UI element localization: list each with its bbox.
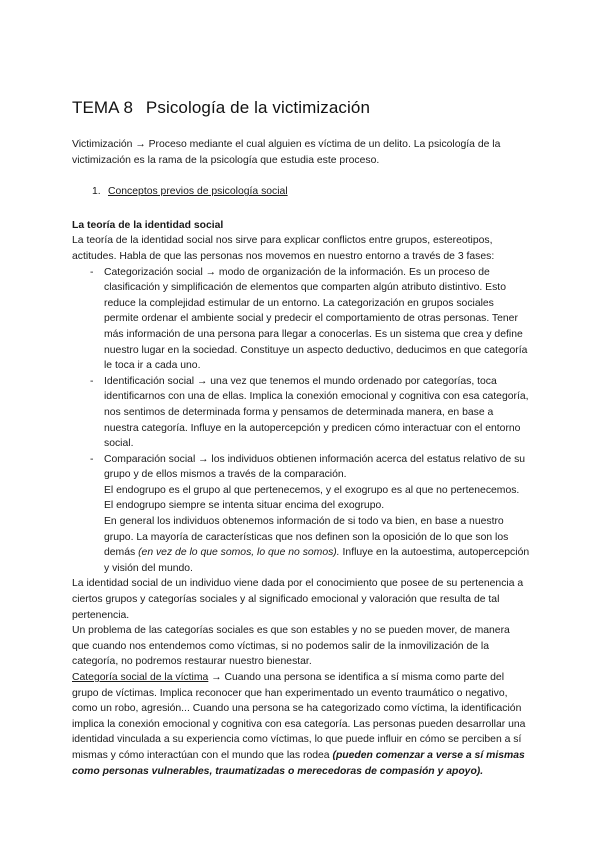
list-item-extra: En general los individuos obtenemos información de si todo va bien, en base a nuestro grupo. La mayoría de características que nos definen son la oposición de lo que son los demás (en vez de lo que somos, lo que no somos). Influye en la autoestima, autopercepción y visión del mundo. — [104, 516, 530, 574]
section-title: Conceptos previos de psicología social — [108, 186, 288, 198]
list-item-text: Categorización social → modo de organización de la información. Es un proceso de clasificación y simplificación de elementos que comparten algún atributo distintivo. Esto reduce la complejidad estimular de un entorno. La categorización en grupos sociales permite ordenar el ambiente social y predecir el comportamiento de otras personas. Tener más información de una persona para llegar a conocerlas. Es un sistema que crea y define nuestro lugar en la sociedad. Constituye un aspecto deductivo, deducimos en que categoría le toca ir a cada uno. — [104, 266, 528, 372]
page-title — [72, 98, 370, 118]
section-number: 1. — [92, 186, 101, 198]
list-item-text: Comparación social → los individuos obtienen información acerca del estatus relativo de su grupo y de ellos mismos a través de la comparación. — [104, 453, 526, 481]
list-item — [90, 374, 530, 452]
topic-number: TEMA 8 — [72, 98, 134, 117]
bold-italic-note: (pueden comenzar a verse a sí mismas como personas vulnerables, traumatizadas o merecedoras de compasión y apoyo). — [72, 749, 525, 777]
intro-paragraph: Victimización → Proceso mediante el cual alguien es víctima de un delito. La psicología de la victimización es la rama de la psicología que estudia este proceso. — [72, 139, 501, 166]
paragraph-victim-category: Categoría social de la víctima → Cuando una persona se identifica a sí misma como parte del grupo de víctimas. Implica reconocer que han experimentado un evento traumático o negativo, como un robo, agresión... Cuando una persona se ha categorizado como víctima, la identificación implica la conexión emocional y cognitiva con esa categoría. Las personas pueden desarrollar una identidad vinculada a su experiencia como víctimas, lo que puede influir en cómo se perciben a sí mismas y cómo interactúan con el mundo que las rodea (pueden comenzar a verse a sí mismas como personas vulnerables, traumatizadas o merecedoras de compasión y apoyo). — [72, 672, 526, 777]
italic-note: (en vez de lo que somos, lo que no somos). — [138, 547, 340, 559]
list-item — [90, 265, 530, 374]
dash-bullet: - — [90, 266, 94, 278]
document-body — [72, 137, 530, 779]
phases-list — [72, 265, 530, 577]
victim-category-label: Categoría social de la víctima — [72, 672, 209, 683]
identity-heading: La teoría de la identidad social — [72, 219, 224, 231]
section-heading — [72, 184, 530, 200]
topic-title: Psicología de la victimización — [145, 98, 371, 117]
list-item — [90, 452, 530, 577]
paragraph-identity: La identidad social de un individuo viene dada por el conocimiento que posee de su pertenencia a ciertos grupos y categorías sociales y al significado emocional y valoración que resulta de tal pertenencia. — [72, 578, 524, 621]
dash-bullet: - — [90, 453, 94, 465]
list-item-extra: El endogrupo es el grupo al que pertenecemos, y el exogrupo es al que no pertenecemos. El endogrupo siempre se intenta situar encima del exogrupo. — [104, 484, 520, 512]
paragraph-problem: Un problema de las categorías sociales es que son estables y no se pueden mover, de manera que cuando nos entendemos como víctimas, si no podemos salir de la inmovilización de la categoría, no podremos restaurar nuestro bienestar. — [72, 625, 510, 668]
identity-intro: La teoría de la identidad social nos sirve para explicar conflictos entre grupos, estereotipos, actitudes. Habla de que las personas nos movemos en nuestro entorno a través de 3 fases: — [72, 235, 495, 262]
list-item-text: Identificación social → una vez que tenemos el mundo ordenado por categorías, toca identificarnos con una de ellas. Implica la conexión emocional y cognitiva con esa categoría, nos sentimos de determinada forma y pensamos de determinada manera, en base a nuestra categoría. Influye en la autopercepción y predicen cómo interactuar con el entorno social. — [104, 375, 529, 450]
dash-bullet: - — [90, 375, 94, 387]
